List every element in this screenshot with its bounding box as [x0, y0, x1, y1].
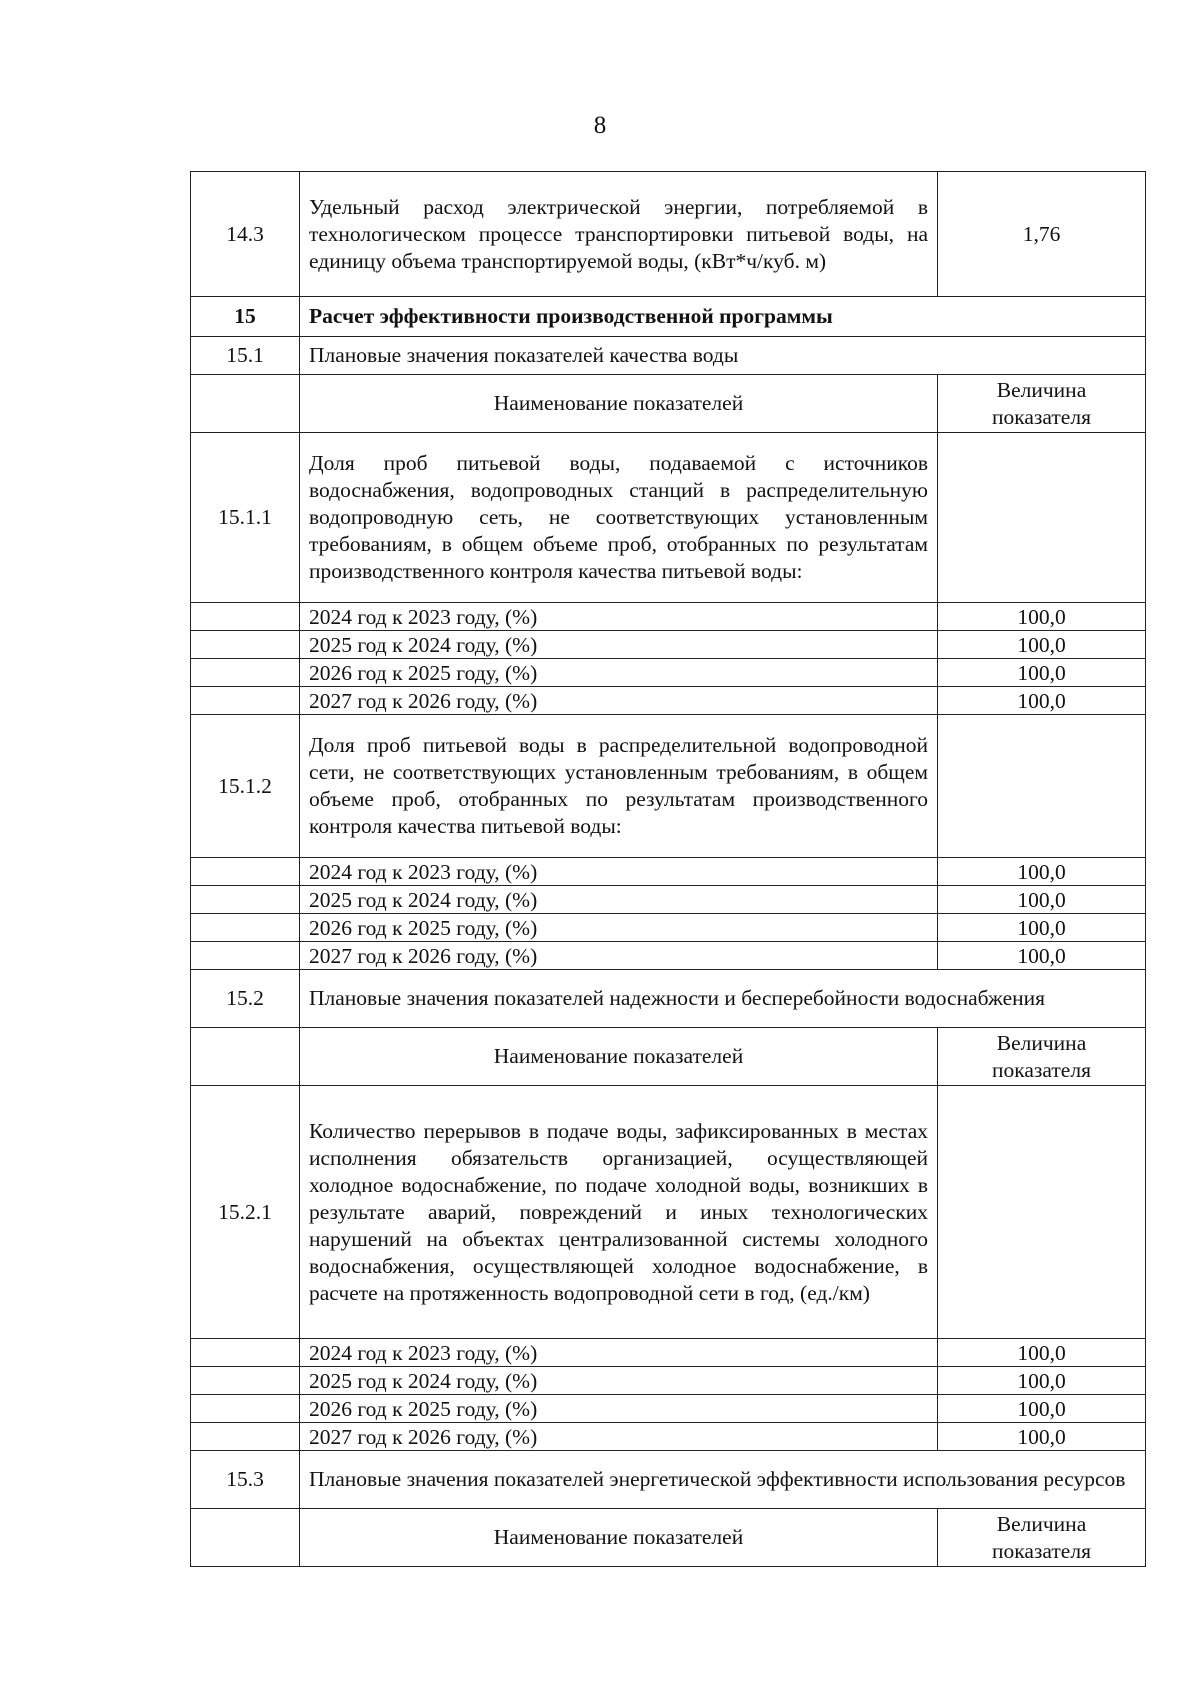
year-row [191, 1395, 1146, 1423]
year-value: 100,0 [938, 858, 1146, 886]
table-row-15 [191, 297, 1146, 337]
year-row [191, 858, 1146, 886]
empty-cell [191, 687, 300, 715]
year-value: 100,0 [938, 603, 1146, 631]
year-value: 100,0 [938, 687, 1146, 715]
subsection-title: Плановые значения показателей качества воды [300, 337, 1146, 375]
indicators-table [190, 171, 1146, 1567]
year-row [191, 1367, 1146, 1395]
table-header-row [191, 1509, 1146, 1567]
empty-value-cell [938, 433, 1146, 603]
subsection-title: Плановые значения показателей надежности и бесперебойности водоснабжения [300, 970, 1146, 1028]
indicator-text: Количество перерывов в подаче воды, зафиксированных в местах исполнения обязательств организацией, осуществляющей холодное водоснабжение, по подаче холодной воды, возникших в результате аварий, повреждений и иных технологических нарушений на объектах централизованной системы холодного водоснабжения, осуществляющей холодное водоснабжение, в расчете на протяженность водопроводной сети в год, (ед./км) [300, 1086, 938, 1339]
table-row-15-2-1 [191, 1086, 1146, 1339]
empty-cell [191, 1367, 300, 1395]
empty-value-cell [938, 715, 1146, 858]
year-label: 2024 год к 2023 году, (%) [300, 858, 938, 886]
year-row [191, 603, 1146, 631]
year-value: 100,0 [938, 1423, 1146, 1451]
table-row-15-2 [191, 970, 1146, 1028]
subsection-number: 15.1 [191, 337, 300, 375]
section-number: 15 [191, 297, 300, 337]
table-row-15-1-2 [191, 715, 1146, 858]
year-value: 100,0 [938, 1395, 1146, 1423]
year-value: 100,0 [938, 631, 1146, 659]
empty-cell [191, 603, 300, 631]
table-row-15-1 [191, 337, 1146, 375]
year-value: 100,0 [938, 914, 1146, 942]
subsection-title: Плановые значения показателей энергетической эффективности использования ресурсов [300, 1451, 1146, 1509]
empty-cell [191, 1028, 300, 1086]
year-label: 2024 год к 2023 году, (%) [300, 603, 938, 631]
year-row [191, 1339, 1146, 1367]
subsection-number: 15.3 [191, 1451, 300, 1509]
table-row-15-1-1 [191, 433, 1146, 603]
year-label: 2027 год к 2026 году, (%) [300, 687, 938, 715]
year-row [191, 1423, 1146, 1451]
year-row [191, 659, 1146, 687]
year-label: 2025 год к 2024 году, (%) [300, 1367, 938, 1395]
year-label: 2027 год к 2026 году, (%) [300, 942, 938, 970]
empty-cell [191, 858, 300, 886]
indicator-text: Удельный расход электрической энергии, потребляемой в технологическом процессе транспортировки питьевой воды, на единицу объема транспортируемой воды, (кВт*ч/куб. м) [300, 172, 938, 297]
item-number: 15.1.1 [191, 433, 300, 603]
year-value: 100,0 [938, 659, 1146, 687]
header-name-cell: Наименование показателей [300, 1509, 938, 1567]
year-label: 2026 год к 2025 году, (%) [300, 1395, 938, 1423]
year-label: 2025 год к 2024 году, (%) [300, 886, 938, 914]
empty-cell [191, 375, 300, 433]
page-number: 8 [593, 112, 607, 139]
year-label: 2027 год к 2026 году, (%) [300, 1423, 938, 1451]
year-label: 2026 год к 2025 году, (%) [300, 914, 938, 942]
year-value: 100,0 [938, 1339, 1146, 1367]
empty-cell [191, 1339, 300, 1367]
table-row-15-3 [191, 1451, 1146, 1509]
empty-cell [191, 631, 300, 659]
year-row [191, 914, 1146, 942]
indicator-text: Доля проб питьевой воды в распределительной водопроводной сети, не соответствующих установленным требованиям, в общем объеме проб, отобранных по результатам производственного контроля качества питьевой воды: [300, 715, 938, 858]
table-row-14-3 [191, 172, 1146, 297]
table-header-row [191, 1028, 1146, 1086]
empty-cell [191, 942, 300, 970]
year-value: 100,0 [938, 1367, 1146, 1395]
year-row [191, 631, 1146, 659]
header-name-cell: Наименование показателей [300, 1028, 938, 1086]
empty-value-cell [938, 1086, 1146, 1339]
header-value-cell: Величина показателя [938, 375, 1146, 433]
empty-cell [191, 1509, 300, 1567]
year-value: 100,0 [938, 942, 1146, 970]
year-label: 2026 год к 2025 году, (%) [300, 659, 938, 687]
year-row [191, 886, 1146, 914]
year-label: 2025 год к 2024 году, (%) [300, 631, 938, 659]
empty-cell [191, 1423, 300, 1451]
year-value: 100,0 [938, 886, 1146, 914]
year-row [191, 942, 1146, 970]
item-number: 15.2.1 [191, 1086, 300, 1339]
indicator-text: Доля проб питьевой воды, подаваемой с источников водоснабжения, водопроводных станций в распределительную водопроводную сеть, не соответствующих установленным требованиям, в общем объеме проб, отобранных по результатам производственного контроля качества питьевой воды: [300, 433, 938, 603]
empty-cell [191, 914, 300, 942]
empty-cell [191, 659, 300, 687]
section-title: Расчет эффективности производственной программы [300, 297, 1146, 337]
header-value-cell: Величина показателя [938, 1509, 1146, 1567]
table-header-row [191, 375, 1146, 433]
indicator-value: 1,76 [938, 172, 1146, 297]
year-row [191, 687, 1146, 715]
empty-cell [191, 1395, 300, 1423]
subsection-number: 15.2 [191, 970, 300, 1028]
empty-cell [191, 886, 300, 914]
year-label: 2024 год к 2023 году, (%) [300, 1339, 938, 1367]
header-name-cell: Наименование показателей [300, 375, 938, 433]
header-value-cell: Величина показателя [938, 1028, 1146, 1086]
item-number: 15.1.2 [191, 715, 300, 858]
row-number: 14.3 [191, 172, 300, 297]
